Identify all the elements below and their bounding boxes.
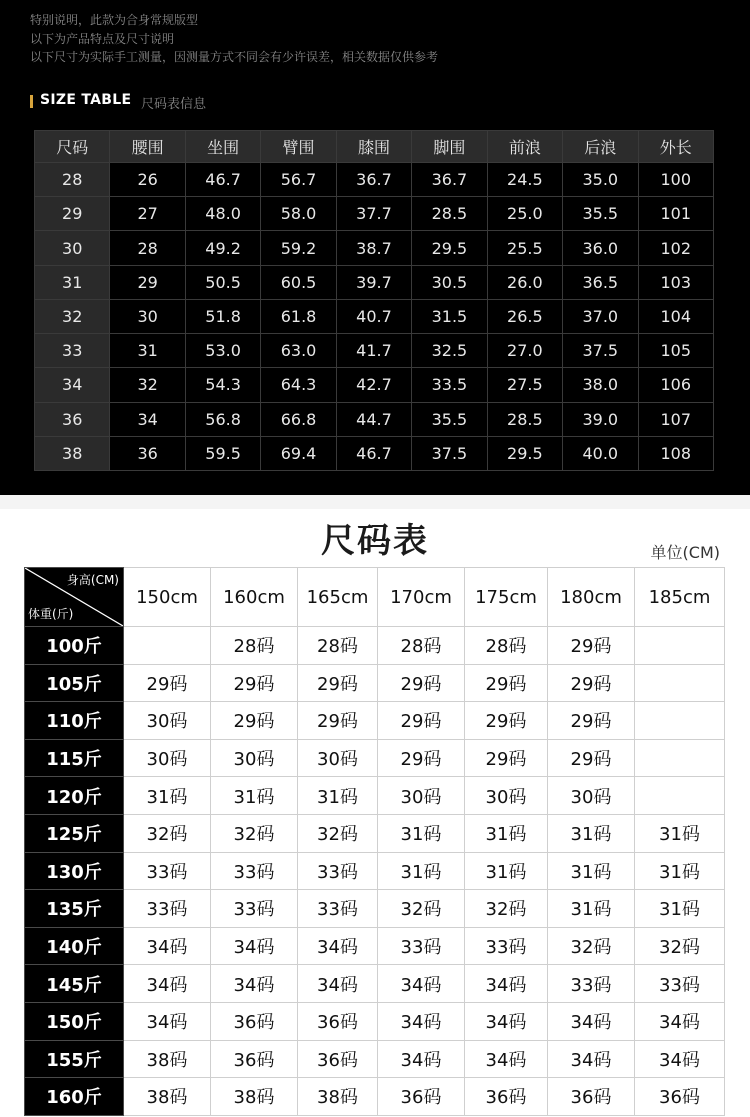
recommended-size-cell: 29码 [465,664,548,702]
measurement-cell: 37.0 [563,299,638,333]
measurement-cell: 58.0 [261,197,336,231]
measurement-cell: 39.7 [336,265,411,299]
height-header-cell: 185cm [635,568,725,627]
recommended-size-cell: 30码 [378,777,465,815]
measurement-cell: 38.7 [336,231,411,265]
size-table-row [35,299,714,333]
recommended-size-cell: 32码 [465,890,548,928]
recommended-size-cell: 34码 [635,1040,725,1078]
recommended-size-cell: 34码 [211,927,298,965]
measurement-cell: 40.7 [336,299,411,333]
recommended-size-cell: 34码 [378,1040,465,1078]
recommended-size-cell: 33码 [124,890,211,928]
recommended-size-cell: 36码 [211,1002,298,1040]
size-table-header-cell: 脚围 [412,131,487,163]
measurement-cell: 38.0 [563,368,638,402]
measurement-cell: 103 [638,265,714,299]
weight-label-cell: 120斤 [25,777,124,815]
size-table-header-row [35,131,714,163]
recommended-size-cell: 38码 [211,1078,298,1116]
size-label-cell: 38 [35,436,110,470]
unit-label: 单位(CM) [650,543,720,562]
measurement-cell: 100 [638,163,714,197]
recommended-size-cell: 34码 [635,1002,725,1040]
height-header-cell: 160cm [211,568,298,627]
measurement-cell: 56.7 [261,163,336,197]
measurement-cell: 34 [110,402,185,436]
recommended-size-cell: 31码 [211,777,298,815]
fit-table-row [25,890,725,928]
fit-table-row [25,814,725,852]
recommended-size-cell: 32码 [635,927,725,965]
recommended-size-cell: 29码 [298,664,378,702]
measurement-cell: 64.3 [261,368,336,402]
recommended-size-cell: 31码 [378,814,465,852]
measurement-cell: 37.7 [336,197,411,231]
recommended-size-cell: 34码 [378,1002,465,1040]
weight-label-cell: 150斤 [25,1002,124,1040]
height-header-cell: 150cm [124,568,211,627]
measurement-cell: 35.0 [563,163,638,197]
measurement-cell: 53.0 [185,334,260,368]
measurement-cell: 51.8 [185,299,260,333]
recommended-size-cell: 29码 [465,702,548,740]
measurement-cell: 61.8 [261,299,336,333]
recommended-size-cell: 32码 [378,890,465,928]
size-table-title: SIZE TABLE [40,92,132,108]
weight-label-cell: 160斤 [25,1078,124,1116]
measurement-cell: 37.5 [412,436,487,470]
recommended-size-cell: 30码 [124,739,211,777]
height-header-cell: 170cm [378,568,465,627]
measurement-cell: 36.7 [336,163,411,197]
measurement-cell: 66.8 [261,402,336,436]
measurement-cell: 35.5 [412,402,487,436]
recommended-size-cell: 34码 [124,965,211,1003]
recommended-size-cell: 36码 [298,1040,378,1078]
size-label-cell: 28 [35,163,110,197]
recommended-size-cell: 29码 [378,702,465,740]
measurement-cell: 42.7 [336,368,411,402]
size-table-row [35,231,714,265]
measurement-cell: 50.5 [185,265,260,299]
note-line-1: 特别说明，此款为合身常规版型 [30,13,199,27]
recommended-size-cell: 29码 [211,702,298,740]
recommended-size-cell: 36码 [635,1078,725,1116]
fit-table-row [25,927,725,965]
weight-label-cell: 105斤 [25,664,124,702]
recommended-size-cell [124,627,211,665]
measurement-cell: 32.5 [412,334,487,368]
weight-label-cell: 145斤 [25,965,124,1003]
size-table-row [35,265,714,299]
recommended-size-cell: 34码 [548,1002,635,1040]
weight-label-cell: 115斤 [25,739,124,777]
measurement-cell: 46.7 [336,436,411,470]
note-line-3: 以下尺寸为实际手工测量，因测量方式不同会有少许误差，相关数据仅供参考 [30,50,439,64]
measurement-cell: 39.0 [563,402,638,436]
recommended-size-cell: 30码 [211,739,298,777]
measurement-cell: 44.7 [336,402,411,436]
size-table-header-cell: 后浪 [563,131,638,163]
recommended-size-cell: 29码 [548,664,635,702]
size-label-cell: 33 [35,334,110,368]
measurement-cell: 26 [110,163,185,197]
measurement-cell: 32 [110,368,185,402]
section-accent-bar [30,95,33,108]
recommended-size-cell: 31码 [548,890,635,928]
measurement-cell: 48.0 [185,197,260,231]
recommended-size-cell: 29码 [124,664,211,702]
weight-label-cell: 110斤 [25,702,124,740]
measurement-cell: 41.7 [336,334,411,368]
corner-weight-label: 体重(斤) [28,607,74,621]
measurement-cell: 101 [638,197,714,231]
height-header-cell: 165cm [298,568,378,627]
recommended-size-cell: 38码 [298,1078,378,1116]
recommended-size-cell: 34码 [298,965,378,1003]
fit-table-row [25,965,725,1003]
recommended-size-cell: 31码 [298,777,378,815]
section-divider [0,495,750,509]
measurement-cell: 24.5 [487,163,562,197]
measurement-cell: 46.7 [185,163,260,197]
measurement-cell: 27 [110,197,185,231]
recommended-size-cell: 31码 [465,814,548,852]
measurement-cell: 25.5 [487,231,562,265]
recommended-size-cell: 29码 [298,702,378,740]
height-weight-size-table [24,567,724,1116]
weight-label-cell: 100斤 [25,627,124,665]
recommended-size-cell: 33码 [211,852,298,890]
weight-label-cell: 140斤 [25,927,124,965]
recommended-size-cell: 31码 [635,890,725,928]
recommended-size-cell: 33码 [298,852,378,890]
size-table-row [35,436,714,470]
recommended-size-cell: 32码 [124,814,211,852]
size-label-cell: 30 [35,231,110,265]
recommended-size-cell: 28码 [211,627,298,665]
size-table-row [35,368,714,402]
recommended-size-cell: 36码 [548,1078,635,1116]
recommended-size-cell: 36码 [378,1078,465,1116]
size-label-cell: 36 [35,402,110,436]
measurement-cell: 35.5 [563,197,638,231]
size-label-cell: 29 [35,197,110,231]
measurement-cell: 69.4 [261,436,336,470]
size-label-cell: 32 [35,299,110,333]
size-table-header-cell: 膝围 [336,131,411,163]
fit-table-row [25,777,725,815]
fit-table-row [25,702,725,740]
size-table-row [35,402,714,436]
recommended-size-cell: 34码 [211,965,298,1003]
recommended-size-cell: 28码 [298,627,378,665]
recommended-size-cell: 30码 [298,739,378,777]
height-header-cell: 175cm [465,568,548,627]
recommended-size-cell: 38码 [124,1040,211,1078]
corner-header [25,568,124,627]
measurement-cell: 30 [110,299,185,333]
fit-table-row [25,852,725,890]
size-table-row [35,334,714,368]
recommended-size-cell: 34码 [378,965,465,1003]
size-table-header-cell: 外长 [638,131,714,163]
size-measurement-table [34,130,714,471]
recommended-size-cell: 33码 [465,927,548,965]
measurement-cell: 63.0 [261,334,336,368]
recommended-size-cell: 29码 [465,739,548,777]
measurement-cell: 33.5 [412,368,487,402]
measurement-cell: 37.5 [563,334,638,368]
recommended-size-cell: 32码 [298,814,378,852]
measurement-cell: 106 [638,368,714,402]
measurement-cell: 28.5 [487,402,562,436]
measurement-cell: 54.3 [185,368,260,402]
measurement-cell: 26.0 [487,265,562,299]
size-info-panel [0,0,750,495]
measurement-cell: 36.0 [563,231,638,265]
recommended-size-cell [635,664,725,702]
measurement-cell: 105 [638,334,714,368]
fit-table-header-row [25,568,725,627]
recommended-size-cell: 29码 [378,664,465,702]
weight-label-cell: 135斤 [25,890,124,928]
measurement-cell: 31.5 [412,299,487,333]
weight-label-cell: 125斤 [25,814,124,852]
measurement-cell: 59.2 [261,231,336,265]
recommended-size-cell: 34码 [124,1002,211,1040]
measurement-cell: 102 [638,231,714,265]
weight-label-cell: 130斤 [25,852,124,890]
recommended-size-cell: 33码 [211,890,298,928]
measurement-cell: 108 [638,436,714,470]
size-table-row [35,197,714,231]
recommended-size-cell [635,739,725,777]
size-label-cell: 31 [35,265,110,299]
size-label-cell: 34 [35,368,110,402]
recommended-size-cell: 29码 [548,739,635,777]
recommended-size-cell: 34码 [124,927,211,965]
recommended-size-cell: 29码 [548,627,635,665]
recommended-size-cell: 28码 [378,627,465,665]
fit-table-row [25,739,725,777]
fit-table-row [25,1040,725,1078]
size-table-row [35,163,714,197]
measurement-cell: 29 [110,265,185,299]
fit-table-row [25,1078,725,1116]
recommended-size-cell [635,702,725,740]
recommended-size-cell: 34码 [548,1040,635,1078]
measurement-cell: 60.5 [261,265,336,299]
measurement-cell: 59.5 [185,436,260,470]
recommended-size-cell: 32码 [211,814,298,852]
size-table-header-cell: 坐围 [185,131,260,163]
corner-height-label: 身高(CM) [66,573,119,587]
recommended-size-cell: 31码 [635,852,725,890]
size-table-header-cell: 腰围 [110,131,185,163]
recommended-size-cell: 32码 [548,927,635,965]
recommended-size-cell: 33码 [298,890,378,928]
recommended-size-cell [635,777,725,815]
recommended-size-cell: 34码 [465,1002,548,1040]
measurement-cell: 36.7 [412,163,487,197]
measurement-cell: 56.8 [185,402,260,436]
recommended-size-cell: 33码 [548,965,635,1003]
size-table-subtitle: 尺码表信息 [141,97,207,112]
recommended-size-cell: 30码 [124,702,211,740]
measurement-cell: 27.5 [487,368,562,402]
measurement-cell: 25.0 [487,197,562,231]
recommended-size-cell: 29码 [211,664,298,702]
measurement-cell: 28.5 [412,197,487,231]
recommended-size-cell: 31码 [548,852,635,890]
measurement-cell: 49.2 [185,231,260,265]
recommended-size-cell: 30码 [465,777,548,815]
recommended-size-cell: 33码 [124,852,211,890]
recommended-size-cell: 33码 [378,927,465,965]
measurement-cell: 31 [110,334,185,368]
measurement-cell: 30.5 [412,265,487,299]
measurement-cell: 104 [638,299,714,333]
fit-table-row [25,1002,725,1040]
recommended-size-cell: 34码 [465,1040,548,1078]
recommended-size-cell: 29码 [378,739,465,777]
recommended-size-cell: 31码 [635,814,725,852]
recommended-size-cell: 31码 [124,777,211,815]
measurement-cell: 26.5 [487,299,562,333]
measurement-cell: 29.5 [412,231,487,265]
size-table-header-cell: 前浪 [487,131,562,163]
recommended-size-cell: 36码 [211,1040,298,1078]
recommended-size-cell: 29码 [548,702,635,740]
recommended-size-cell: 34码 [298,927,378,965]
recommended-size-cell: 28码 [465,627,548,665]
recommended-size-cell: 36码 [298,1002,378,1040]
measurement-cell: 36.5 [563,265,638,299]
recommended-size-cell: 34码 [465,965,548,1003]
measurement-cell: 29.5 [487,436,562,470]
fit-table-row [25,627,725,665]
recommended-size-cell: 38码 [124,1078,211,1116]
recommended-size-cell: 30码 [548,777,635,815]
note-line-2: 以下为产品特点及尺寸说明 [30,32,175,46]
measurement-cell: 107 [638,402,714,436]
fit-chart-title: 尺码表 [321,521,429,561]
size-table-header-cell: 尺码 [35,131,110,163]
recommended-size-cell: 36码 [465,1078,548,1116]
recommended-size-cell: 31码 [378,852,465,890]
measurement-cell: 27.0 [487,334,562,368]
measurement-cell: 28 [110,231,185,265]
height-header-cell: 180cm [548,568,635,627]
recommended-size-cell: 31码 [465,852,548,890]
recommended-size-cell: 33码 [635,965,725,1003]
recommended-size-cell: 31码 [548,814,635,852]
recommended-size-cell [635,627,725,665]
measurement-cell: 40.0 [563,436,638,470]
fit-table-row [25,664,725,702]
measurement-cell: 36 [110,436,185,470]
weight-label-cell: 155斤 [25,1040,124,1078]
size-table-header-cell: 臂围 [261,131,336,163]
fit-chart-panel [0,509,750,1117]
